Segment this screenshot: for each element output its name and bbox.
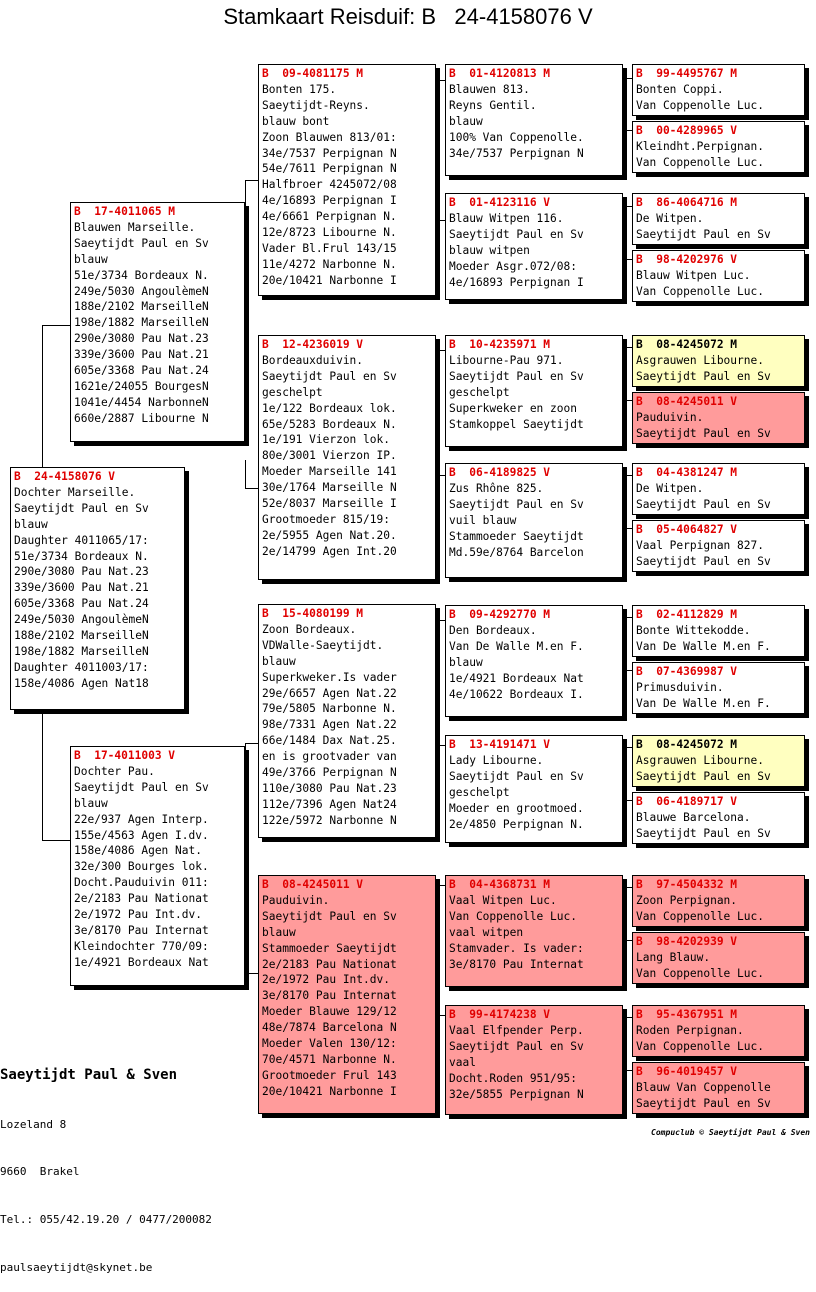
pedigree-line: 158e/4086 Agen Nat18 (14, 676, 149, 690)
pedigree-line: 290e/3080 Pau Nat.23 (14, 565, 149, 579)
pedigree-line: Md.59e/8764 Barcelon (449, 545, 584, 559)
pedigree-line: blauw (74, 252, 108, 266)
ring-number: B 13-4191471 V (449, 738, 551, 751)
pedigree-line: 1621e/24055 BourgesN (74, 379, 209, 393)
pedigree-line: 339e/3600 Pau Nat.21 (74, 348, 209, 362)
pedigree-line: Saeytijdt Paul en Sv (262, 369, 397, 383)
pedigree-line: 158e/4086 Agen Nat. (74, 844, 202, 858)
pedigree-line: 188e/2102 MarseilleN (74, 300, 209, 314)
pedigree-line: 2e/2183 Pau Nationat (262, 957, 397, 971)
pedigree-line: 112e/7396 Agen Nat24 (262, 797, 397, 811)
pedigree-line: 52e/8037 Marseille I (262, 497, 397, 511)
connector-line (436, 220, 445, 221)
breeder-address: Lozeland 8 (0, 1117, 67, 1131)
connector-line (624, 475, 625, 528)
connector-line (245, 973, 258, 974)
pedigree-line: 34e/7537 Perpignan N (449, 146, 584, 160)
ring-number: B 17-4011003 V (74, 749, 176, 762)
pedigree-line: 11e/4272 Narbonne N. (262, 257, 397, 271)
pedigree-line: Saeytijdt Paul en Sv (636, 769, 771, 783)
pedigree-line: 49e/3766 Perpignan N (262, 766, 397, 780)
connector-line (624, 78, 632, 79)
credit-text: Compuclub © Saeytijdt Paul & Sven (651, 1128, 810, 1137)
connector-line (624, 528, 632, 529)
pedigree-line: 3e/8170 Pau Internat (74, 923, 209, 937)
pedigree-line: Libourne-Pau 971. (449, 353, 564, 367)
connector-line (624, 940, 632, 941)
breeder-name: Saeytijdt Paul & Sven (0, 1066, 178, 1083)
pedigree-line: 605e/3368 Pau Nat.24 (74, 364, 209, 378)
pedigree-line: 70e/4571 Narbonne N. (262, 1052, 397, 1066)
pedigree-line: Saeytijdt Paul en Sv (449, 769, 584, 783)
ring-number: B 97-4504332 M (636, 878, 738, 891)
ring-number: B 04-4381247 M (636, 466, 738, 479)
pedigree-line: Blauw Van Coppenolle (636, 1080, 771, 1094)
page-title: Stamkaart Reisduif: B 24-4158076 V (223, 4, 593, 29)
pedigree-line: vuil blauw (449, 513, 517, 527)
ring-number: B 10-4235971 M (449, 338, 551, 351)
pedigree-line: Asgrauwen Libourne. (636, 353, 764, 367)
connector-line (624, 78, 625, 130)
pedigree-line: 605e/3368 Pau Nat.24 (14, 597, 149, 611)
connector-line (624, 475, 632, 476)
pedigree-line: 79e/5805 Narbonne N. (262, 702, 397, 716)
pedigree-line: 51e/3734 Bordeaux N. (14, 549, 149, 563)
connector-line (436, 80, 445, 81)
ring-number: B 06-4189825 V (449, 466, 551, 479)
ring-number: B 02-4112829 M (636, 608, 738, 621)
pedigree-line: 660e/2887 Libourne N (74, 411, 209, 425)
pedigree-box-gen4-8 (632, 520, 805, 572)
pedigree-line: blauw bont (262, 114, 330, 128)
pedigree-line: 66e/1484 Dax Nat.25. (262, 734, 397, 748)
pedigree-box-gen4-3 (632, 193, 805, 245)
connector-line (436, 1015, 445, 1016)
connector-line (624, 800, 632, 801)
connector-line (624, 1017, 632, 1018)
pedigree-box-fff (445, 64, 623, 176)
pedigree-line: blauw (262, 654, 296, 668)
pedigree-line: Moeder Asgr.072/08: (449, 259, 577, 273)
pedigree-box-father-mother (258, 335, 436, 580)
pedigree-line: Grootmoeder 815/19: (262, 512, 390, 526)
ring-number: B 08-4245072 M (636, 738, 738, 751)
pedigree-line: Pauduivin. (636, 410, 704, 424)
pedigree-line: Lang Blauw. (636, 950, 711, 964)
pedigree-line: 3e/8170 Pau Internat (262, 989, 397, 1003)
pedigree-line: Van De Walle M.en F. (636, 696, 771, 710)
pedigree-line: en is grootvader van (262, 750, 397, 764)
pedigree-line: Primusduivin. (636, 680, 724, 694)
ring-number: B 86-4064716 M (636, 196, 738, 209)
pedigree-line: 290e/3080 Pau Nat.23 (74, 332, 209, 346)
pedigree-line: Van Coppenolle Luc. (449, 909, 577, 923)
pedigree-box-self (10, 467, 185, 710)
pedigree-line: Daughter 4011065/17: (14, 533, 149, 547)
pedigree-line: 20e/10421 Narbonne I (262, 1084, 397, 1098)
pedigree-line: Saeytijdt Paul en Sv (449, 497, 584, 511)
pedigree-box-gen4-12 (632, 792, 805, 844)
pedigree-line: blauw (262, 925, 296, 939)
pedigree-box-gen4-15 (632, 1005, 805, 1057)
pedigree-line: Van Coppenolle Luc. (636, 155, 764, 169)
connector-line (624, 1017, 625, 1070)
pedigree-box-mother (70, 746, 245, 986)
pedigree-line: Van Coppenolle Luc. (636, 909, 764, 923)
breeder-email: paulsaeytijdt@skynet.be (0, 1260, 153, 1274)
pedigree-box-mfm (445, 735, 623, 843)
connector-line (624, 617, 625, 670)
pedigree-line: Asgrauwen Libourne. (636, 753, 764, 767)
pedigree-line: Van Coppenolle Luc. (636, 98, 764, 112)
pedigree-line: geschelpt (449, 385, 510, 399)
pedigree-line: Stamkoppel Saeytijdt (449, 417, 584, 431)
pedigree-line: 32e/300 Bourges lok. (74, 860, 209, 874)
pedigree-line: blauw (449, 114, 483, 128)
ring-number: B 08-4245011 V (636, 395, 738, 408)
pedigree-line: blauw (449, 655, 483, 669)
pedigree-line: Saeytijdt Paul en Sv (14, 501, 149, 515)
ring-number: B 04-4368731 M (449, 878, 551, 891)
pedigree-line: 188e/2102 MarseilleN (14, 629, 149, 643)
pedigree-line: Docht.Pauduivin 011: (74, 876, 209, 890)
pedigree-box-gen4-5 (632, 335, 805, 387)
pedigree-line: blauw witpen (449, 243, 530, 257)
pedigree-line: 12e/8723 Libourne N. (262, 226, 397, 240)
pedigree-line: Saeytijdt Paul en Sv (449, 1039, 584, 1053)
pedigree-line: De Witpen. (636, 481, 704, 495)
pedigree-line: vaal (449, 1055, 476, 1069)
pedigree-line: 110e/3080 Pau Nat.23 (262, 781, 397, 795)
ring-number: B 08-4245072 M (636, 338, 738, 351)
pedigree-line: Moeder Blauwe 129/12 (262, 1005, 397, 1019)
pedigree-line: 48e/7874 Barcelona N (262, 1021, 397, 1035)
pedigree-line: Den Bordeaux. (449, 623, 537, 637)
pedigree-line: Daughter 4011003/17: (14, 660, 149, 674)
pedigree-line: Blauw Witpen Luc. (636, 268, 751, 282)
connector-line (42, 710, 43, 840)
pedigree-line: Roden Perpignan. (636, 1023, 744, 1037)
pedigree-line: Saeytijdt Paul en Sv (636, 227, 771, 241)
pedigree-line: 4e/10622 Bordeaux I. (449, 687, 584, 701)
pedigree-line: VDWalle-Saeytijdt. (262, 638, 384, 652)
pedigree-line: 155e/4563 Agen I.dv. (74, 828, 209, 842)
pedigree-line: 54e/7611 Perpignan N (262, 162, 397, 176)
pedigree-line: Stammoeder Saeytijdt (449, 529, 584, 543)
ring-number: B 98-4202976 V (636, 253, 738, 266)
pedigree-box-gen4-7 (632, 463, 805, 515)
pedigree-line: Van De Walle M.en F. (636, 639, 771, 653)
connector-line (624, 887, 625, 940)
pedigree-line: 4e/16893 Perpignan I (449, 275, 584, 289)
pedigree-line: Saeytijdt Paul en Sv (636, 1096, 771, 1110)
ring-number: B 09-4292770 M (449, 608, 551, 621)
connector-line (245, 743, 246, 773)
pedigree-line: Saeytijdt Paul en Sv (449, 227, 584, 241)
pedigree-line: Zoon Blauwen 813/01: (262, 130, 397, 144)
pedigree-line: 80e/3001 Vierzon IP. (262, 449, 397, 463)
pedigree-box-ffm (445, 193, 623, 300)
pedigree-line: Vaal Perpignan 827. (636, 538, 764, 552)
pedigree-line: 4e/16893 Perpignan I (262, 194, 397, 208)
pedigree-box-mff (445, 605, 623, 717)
connector-line (436, 745, 445, 746)
pedigree-line: 65e/5283 Bordeaux N. (262, 417, 397, 431)
pedigree-line: Kleindht.Perpignan. (636, 139, 764, 153)
breeder-info (0, 1034, 212, 1292)
pedigree-line: blauw (74, 796, 108, 810)
connector-line (624, 259, 632, 260)
pedigree-line: Van De Walle M.en F. (449, 639, 584, 653)
pedigree-line: Grootmoeder Frul 143 (262, 1068, 397, 1082)
pedigree-line: 2e/1972 Pau Int.dv. (74, 908, 202, 922)
pedigree-box-gen4-1 (632, 64, 805, 116)
connector-line (624, 130, 632, 131)
pedigree-box-mother-mother (258, 875, 436, 1114)
ring-number: B 01-4123116 V (449, 196, 551, 209)
pedigree-line: 198e/1882 MarseilleN (74, 316, 209, 330)
pedigree-line: 1e/122 Bordeaux lok. (262, 401, 397, 415)
pedigree-line: Moeder Valen 130/12: (262, 1037, 397, 1051)
ring-number: B 12-4236019 V (262, 338, 364, 351)
ring-number: B 95-4367951 M (636, 1008, 738, 1021)
connector-line (436, 885, 437, 1015)
pedigree-line: 249e/5030 AngoulèmeN (74, 284, 209, 298)
ring-number: B 96-4019457 V (636, 1065, 738, 1078)
pedigree-box-gen4-16 (632, 1062, 805, 1114)
connector-line (245, 915, 246, 973)
connector-line (624, 400, 632, 401)
pedigree-line: 339e/3600 Pau Nat.21 (14, 581, 149, 595)
pedigree-line: Saeytijdt Paul en Sv (449, 369, 584, 383)
pedigree-line: De Witpen. (636, 211, 704, 225)
pedigree-box-gen4-13 (632, 875, 805, 927)
connector-line (624, 347, 625, 400)
ring-number: B 17-4011065 M (74, 205, 176, 218)
pedigree-line: Van Coppenolle Luc. (636, 284, 764, 298)
ring-number: B 00-4289965 V (636, 124, 738, 137)
pedigree-line: 1041e/4454 NarbonneN (74, 395, 209, 409)
pedigree-line: Dochter Pau. (74, 764, 155, 778)
ring-number: B 05-4064827 V (636, 523, 738, 536)
pedigree-line: 20e/10421 Narbonne I (262, 273, 397, 287)
pedigree-line: Docht.Roden 951/95: (449, 1071, 577, 1085)
ring-number: B 98-4202939 V (636, 935, 738, 948)
pedigree-line: Zoon Perpignan. (636, 893, 738, 907)
connector-line (436, 885, 445, 886)
pedigree-line: Zus Rhône 825. (449, 481, 544, 495)
pedigree-line: Stammoeder Saeytijdt (262, 941, 397, 955)
pedigree-line: Blauwe Barcelona. (636, 810, 751, 824)
pedigree-line: geschelpt (262, 385, 323, 399)
pedigree-box-father-father (258, 64, 436, 296)
connector-line (436, 80, 437, 220)
pedigree-line: Bonten Coppi. (636, 82, 724, 96)
connector-line (436, 620, 445, 621)
pedigree-line: 198e/1882 MarseilleN (14, 644, 149, 658)
ring-number: B 15-4080199 M (262, 607, 364, 620)
pedigree-line: Kleindochter 770/09: (74, 939, 209, 953)
connector-line (436, 620, 437, 745)
pedigree-box-fmf (445, 335, 623, 447)
pedigree-line: Reyns Gentil. (449, 98, 537, 112)
pedigree-line: Blauwen Marseille. (74, 220, 196, 234)
ring-number: B 99-4174238 V (449, 1008, 551, 1021)
pedigree-line: 2e/14799 Agen Int.20 (262, 544, 397, 558)
pedigree-line: Saeytijdt-Reyns. (262, 98, 370, 112)
pedigree-line: 22e/937 Agen Interp. (74, 812, 209, 826)
connector-line (624, 206, 632, 207)
pedigree-line: Blauwen 813. (449, 82, 530, 96)
pedigree-line: Vader Bl.Frul 143/15 (262, 241, 397, 255)
connector-line (42, 840, 71, 841)
connector-line (624, 1070, 632, 1071)
pedigree-line: Saeytijdt Paul en Sv (262, 909, 397, 923)
connector-line (624, 747, 625, 800)
connector-line (245, 180, 246, 330)
connector-line (245, 488, 258, 489)
ring-number: B 08-4245011 V (262, 878, 364, 891)
pedigree-line: 98e/7331 Agen Nat.22 (262, 718, 397, 732)
pedigree-line: Zoon Bordeaux. (262, 622, 357, 636)
pedigree-line: 1e/4921 Bordeaux Nat (74, 955, 209, 969)
ring-number: B 06-4189717 V (636, 795, 738, 808)
pedigree-line: Van Coppenolle Luc. (636, 1039, 764, 1053)
connector-line (42, 325, 43, 468)
pedigree-box-gen4-11 (632, 735, 805, 787)
pedigree-line: 249e/5030 AngoulèmeN (14, 613, 149, 627)
pedigree-line: Vaal Witpen Luc. (449, 893, 557, 907)
pedigree-line: Saeytijdt Paul en Sv (636, 369, 771, 383)
connector-line (245, 460, 246, 488)
pedigree-line: Bonte Wittekodde. (636, 623, 751, 637)
pedigree-line: Pauduivin. (262, 893, 330, 907)
pedigree-line: 34e/7537 Perpignan N (262, 146, 397, 160)
pedigree-line: Moeder Marseille 141 (262, 465, 397, 479)
breeder-phone: Tel.: 055/42.19.20 / 0477/200082 (0, 1213, 212, 1227)
pedigree-box-gen4-14 (632, 932, 805, 984)
pedigree-line: 32e/5855 Perpignan N (449, 1087, 584, 1101)
pedigree-box-gen4-4 (632, 250, 805, 302)
connector-line (245, 743, 258, 744)
pedigree-line: Saeytijdt Paul en Sv (636, 426, 771, 440)
connector-line (436, 475, 445, 476)
pedigree-line: Dochter Marseille. (14, 485, 136, 499)
pedigree-line: Saeytijdt Paul en Sv (636, 554, 771, 568)
pedigree-box-fmm (445, 463, 623, 578)
breeder-city: 9660 Brakel (0, 1165, 80, 1179)
pedigree-line: blauw (14, 517, 48, 531)
pedigree-line: Bordeauxduivin. (262, 353, 364, 367)
pedigree-line: Superkweker.Is vader (262, 670, 397, 684)
pedigree-line: 2e/4850 Perpignan N. (449, 817, 584, 831)
pedigree-line: 1e/4921 Bordeaux Nat (449, 671, 584, 685)
pedigree-box-mmf (445, 875, 623, 987)
pedigree-box-mother-father (258, 604, 436, 838)
ring-number: B 99-4495767 M (636, 67, 738, 80)
pedigree-line: 3e/8170 Pau Internat (449, 957, 584, 971)
pedigree-line: Lady Libourne. (449, 753, 544, 767)
pedigree-line: Van Coppenolle Luc. (636, 966, 764, 980)
connector-line (436, 350, 437, 475)
pedigree-line: 1e/191 Vierzon lok. (262, 433, 390, 447)
pedigree-line: Saeytijdt Paul en Sv (74, 236, 209, 250)
connector-line (624, 617, 632, 618)
pedigree-box-father (70, 202, 245, 442)
pedigree-box-gen4-2 (632, 121, 805, 173)
pedigree-box-gen4-10 (632, 662, 805, 714)
connector-line (436, 350, 445, 351)
pedigree-line: 30e/1764 Marseille N (262, 481, 397, 495)
pedigree-line: Saeytijdt Paul en Sv (74, 780, 209, 794)
connector-line (42, 325, 71, 326)
pedigree-line: 100% Van Coppenolle. (449, 130, 584, 144)
ring-number: B 01-4120813 M (449, 67, 551, 80)
pedigree-line: 51e/3734 Bordeaux N. (74, 268, 209, 282)
ring-number: B 24-4158076 V (14, 470, 116, 483)
pedigree-line: Saeytijdt Paul en Sv (636, 826, 771, 840)
connector-line (624, 887, 632, 888)
pedigree-line: 122e/5972 Narbonne N (262, 813, 397, 827)
pedigree-line: 2e/1972 Pau Int.dv. (262, 973, 390, 987)
pedigree-box-gen4-9 (632, 605, 805, 657)
pedigree-line: Blauw Witpen 116. (449, 211, 564, 225)
pedigree-line: Halfbroer 4245072/08 (262, 178, 397, 192)
pedigree-line: 2e/5955 Agen Nat.20. (262, 528, 397, 542)
connector-line (624, 347, 632, 348)
connector-line (624, 747, 632, 748)
pedigree-box-gen4-6 (632, 392, 805, 444)
pedigree-line: 29e/6657 Agen Nat.22 (262, 686, 397, 700)
ring-number: B 09-4081175 M (262, 67, 364, 80)
connector-line (624, 670, 632, 671)
ring-number: B 07-4369987 V (636, 665, 738, 678)
pedigree-box-mmm (445, 1005, 623, 1115)
pedigree-line: geschelpt (449, 785, 510, 799)
pedigree-line: Stamvader. Is vader: (449, 941, 584, 955)
connector-line (624, 206, 625, 259)
pedigree-line: Moeder en grootmoed. (449, 801, 584, 815)
pedigree-line: Saeytijdt Paul en Sv (636, 497, 771, 511)
pedigree-line: Superkweker en zoon (449, 401, 577, 415)
pedigree-line: 2e/2183 Pau Nationat (74, 892, 209, 906)
pedigree-line: Bonten 175. (262, 82, 337, 96)
pedigree-line: vaal witpen (449, 925, 524, 939)
pedigree-line: 4e/6661 Perpignan N. (262, 210, 397, 224)
connector-line (245, 180, 258, 181)
pedigree-line: Vaal Elfpender Perp. (449, 1023, 584, 1037)
